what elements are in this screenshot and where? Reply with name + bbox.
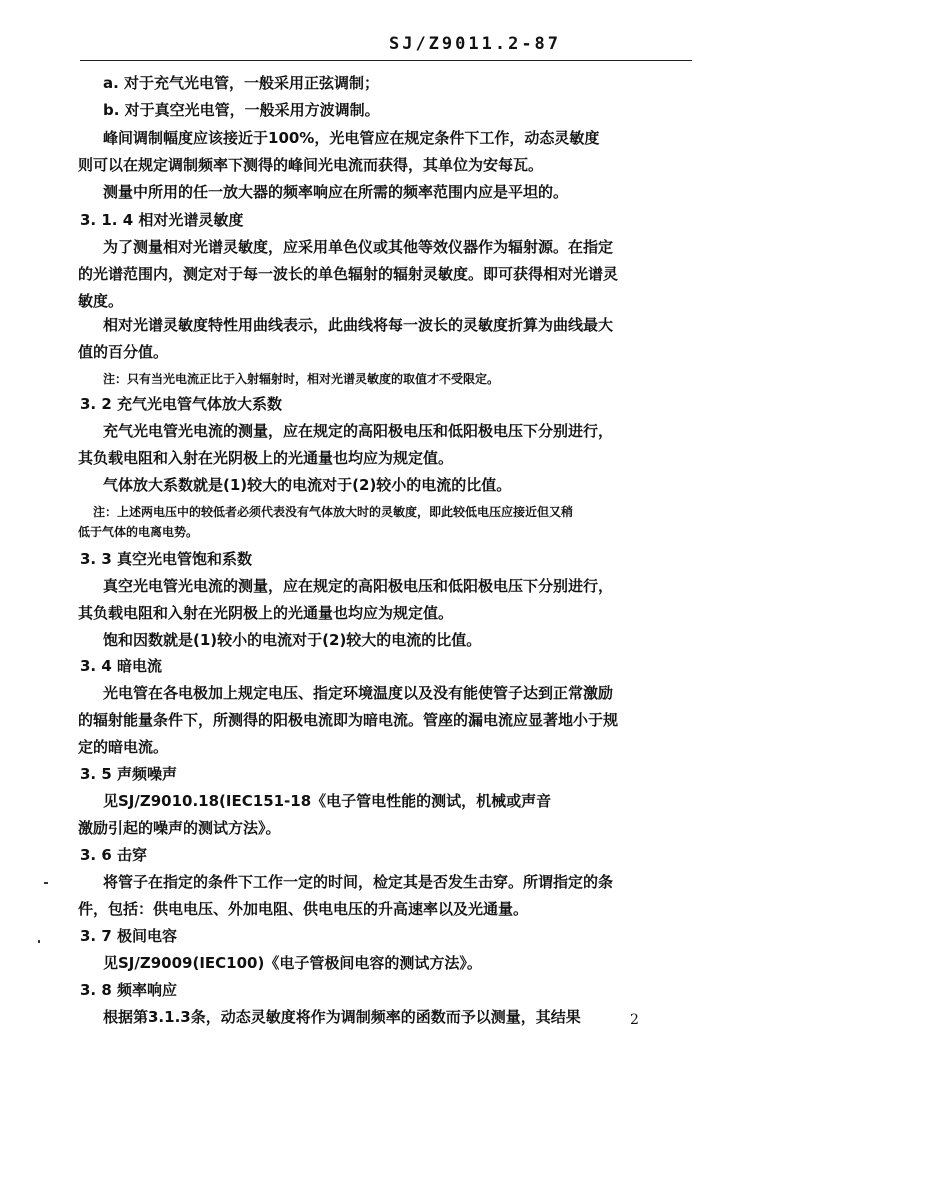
text-line: a. 对于充气光电管，一般采用正弦调制； (103, 74, 380, 92)
text-line: 其负载电阻和入射在光阴极上的光通量也均应为规定值。 (78, 604, 454, 622)
text-line: 将管子在指定的条件下工作一定的时间，检定其是否发生击穿。所谓指定的条 (103, 873, 614, 891)
text-line: 充气光电管光电流的测量，应在规定的高阳极电压和低阳极电压下分别进行， (103, 422, 614, 440)
scan-speck (44, 882, 48, 884)
text-line: 件，包括：供电电压、外加电阻、供电电压的升高速率以及光通量。 (78, 900, 529, 918)
text-line: 饱和因数就是(1)较小的电流对于(2)较大的电流的比值。 (103, 631, 482, 649)
text-line: 的光谱范围内，测定对于每一波长的单色辐射的辐射灵敏度。即可获得相对光谱灵 (78, 265, 619, 283)
text-line: 定的暗电流。 (78, 738, 169, 756)
section-heading: 3. 7 极间电容 (80, 927, 178, 945)
text-line: 则可以在规定调制频率下测得的峰间光电流而获得，其单位为安每瓦。 (78, 156, 544, 174)
text-line: 气体放大系数就是(1)较大的电流对于(2)较小的电流的比值。 (103, 476, 512, 494)
text-line: 的辐射能量条件下，所测得的阳极电流即为暗电流。管座的漏电流应显著地小于规 (78, 711, 619, 729)
text-line: 相对光谱灵敏度特性用曲线表示，此曲线将每一波长的灵敏度折算为曲线最大 (103, 316, 614, 334)
text-line: 根据第3.1.3条，动态灵敏度将作为调制频率的函数而予以测量，其结果 (103, 1008, 581, 1026)
note-line: 注：上述两电压中的较低者必须代表没有气体放大时的灵敏度，即此较低电压应接近但又稍 (93, 505, 574, 519)
text-line: 见SJ/Z9009(IEC100)《电子管极间电容的测试方法》。 (103, 954, 482, 972)
section-heading: 3. 6 击穿 (80, 846, 148, 864)
text-line: 真空光电管光电流的测量，应在规定的高阳极电压和低阳极电压下分别进行， (103, 577, 614, 595)
text-line: 值的百分值。 (78, 343, 169, 361)
section-heading: 3. 5 声频噪声 (80, 765, 178, 783)
text-line: 测量中所用的任一放大器的频率响应在所需的频率范围内应是平坦的。 (103, 183, 569, 201)
section-heading: 3. 3 真空光电管饱和系数 (80, 550, 253, 568)
section-heading: 3. 4 暗电流 (80, 657, 163, 675)
text-line: 其负载电阻和入射在光阴极上的光通量也均应为规定值。 (78, 449, 454, 467)
section-heading: 3. 1. 4 相对光谱灵敏度 (80, 211, 244, 229)
text-line: 为了测量相对光谱灵敏度，应采用单色仪或其他等效仪器作为辐射源。在指定 (103, 238, 614, 256)
document-code-header: SJ/Z9011.2-87 (388, 34, 562, 54)
section-heading: 3. 2 充气光电管气体放大系数 (80, 395, 283, 413)
text-line: 光电管在各电极加上规定电压、指定环境温度以及没有能使管子达到正常激励 (103, 684, 614, 702)
text-line: b. 对于真空光电管，一般采用方波调制。 (103, 101, 380, 119)
note-line: 注：只有当光电流正比于入射辐射时，相对光谱灵敏度的取值才不受限定。 (103, 372, 500, 386)
scan-speck (38, 940, 40, 943)
text-line: 敏度。 (78, 292, 124, 310)
text-line: 峰间调制幅度应该接近于100%，光电管应在规定条件下工作，动态灵敏度 (103, 129, 600, 147)
section-heading: 3. 8 频率响应 (80, 981, 178, 999)
text-line: 激励引起的噪声的测试方法》。 (78, 819, 281, 837)
text-line: 见SJ/Z9010.18(IEC151-18《电子管电性能的测试，机械或声音 (103, 792, 552, 810)
page-number: 2 (630, 1012, 639, 1028)
note-line: 低于气体的电离电势。 (78, 525, 199, 539)
